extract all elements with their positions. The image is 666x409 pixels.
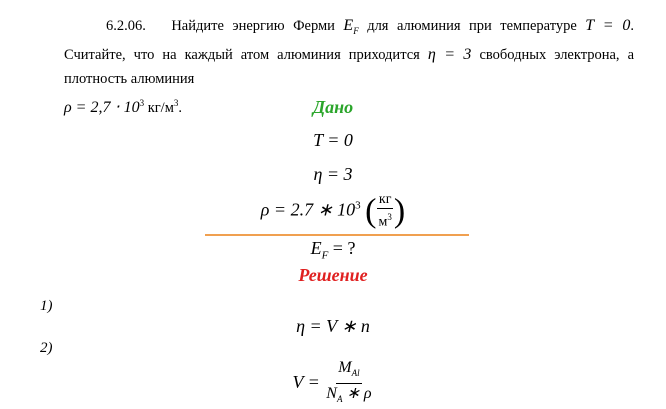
- density-equation: ρ = 2,7 ⋅ 10: [64, 99, 140, 117]
- problem-text-2: для алюминия при температуре: [367, 18, 577, 34]
- eta-equation: η = 3: [427, 46, 472, 64]
- problem-number: 6.2.06.: [106, 18, 146, 34]
- given-eta: η = 3: [313, 164, 353, 184]
- given-divider: [205, 234, 469, 236]
- find-fermi-energy: $E_F$ = ?: [310, 238, 356, 262]
- volume-fraction: $\frac{M_{Al}}{N_A ∗ \rho}$: [326, 359, 372, 405]
- fermi-energy-symbol: $E_F$: [343, 17, 359, 37]
- given-title: Дано: [312, 97, 354, 117]
- density-unit-exponent: 3: [173, 98, 179, 109]
- problem-text-3: . Считайте, что на каждый атом алюминия приходится: [64, 18, 635, 64]
- density-unit-fraction: $\frac{кг}{м^3}$: [378, 192, 392, 230]
- density-unit: кг/м: [147, 100, 174, 117]
- given-density: ρ = 2.7 ∗ $10^3$ ( $\frac{кг}{м^3}$ ): [260, 192, 406, 230]
- problem-text-1: Найдите энергию Ферми: [171, 18, 335, 34]
- step-2-equation: V = $\frac{M_{Al}}{N_A ∗ \rho}$: [0, 358, 666, 409]
- step-2-label: 2): [40, 340, 53, 356]
- problem-text-4: свободных электрона, а плотность алюминия: [64, 47, 635, 88]
- solution-title: Решение: [298, 265, 368, 285]
- density-period: .: [178, 100, 183, 117]
- given-temperature: T = 0: [313, 130, 353, 150]
- temperature-equation: T = 0: [585, 17, 631, 34]
- density-exponent: 3: [139, 98, 145, 109]
- step-1-label: 1): [40, 298, 53, 314]
- step-1-equation: η = V ∗ n: [296, 316, 370, 336]
